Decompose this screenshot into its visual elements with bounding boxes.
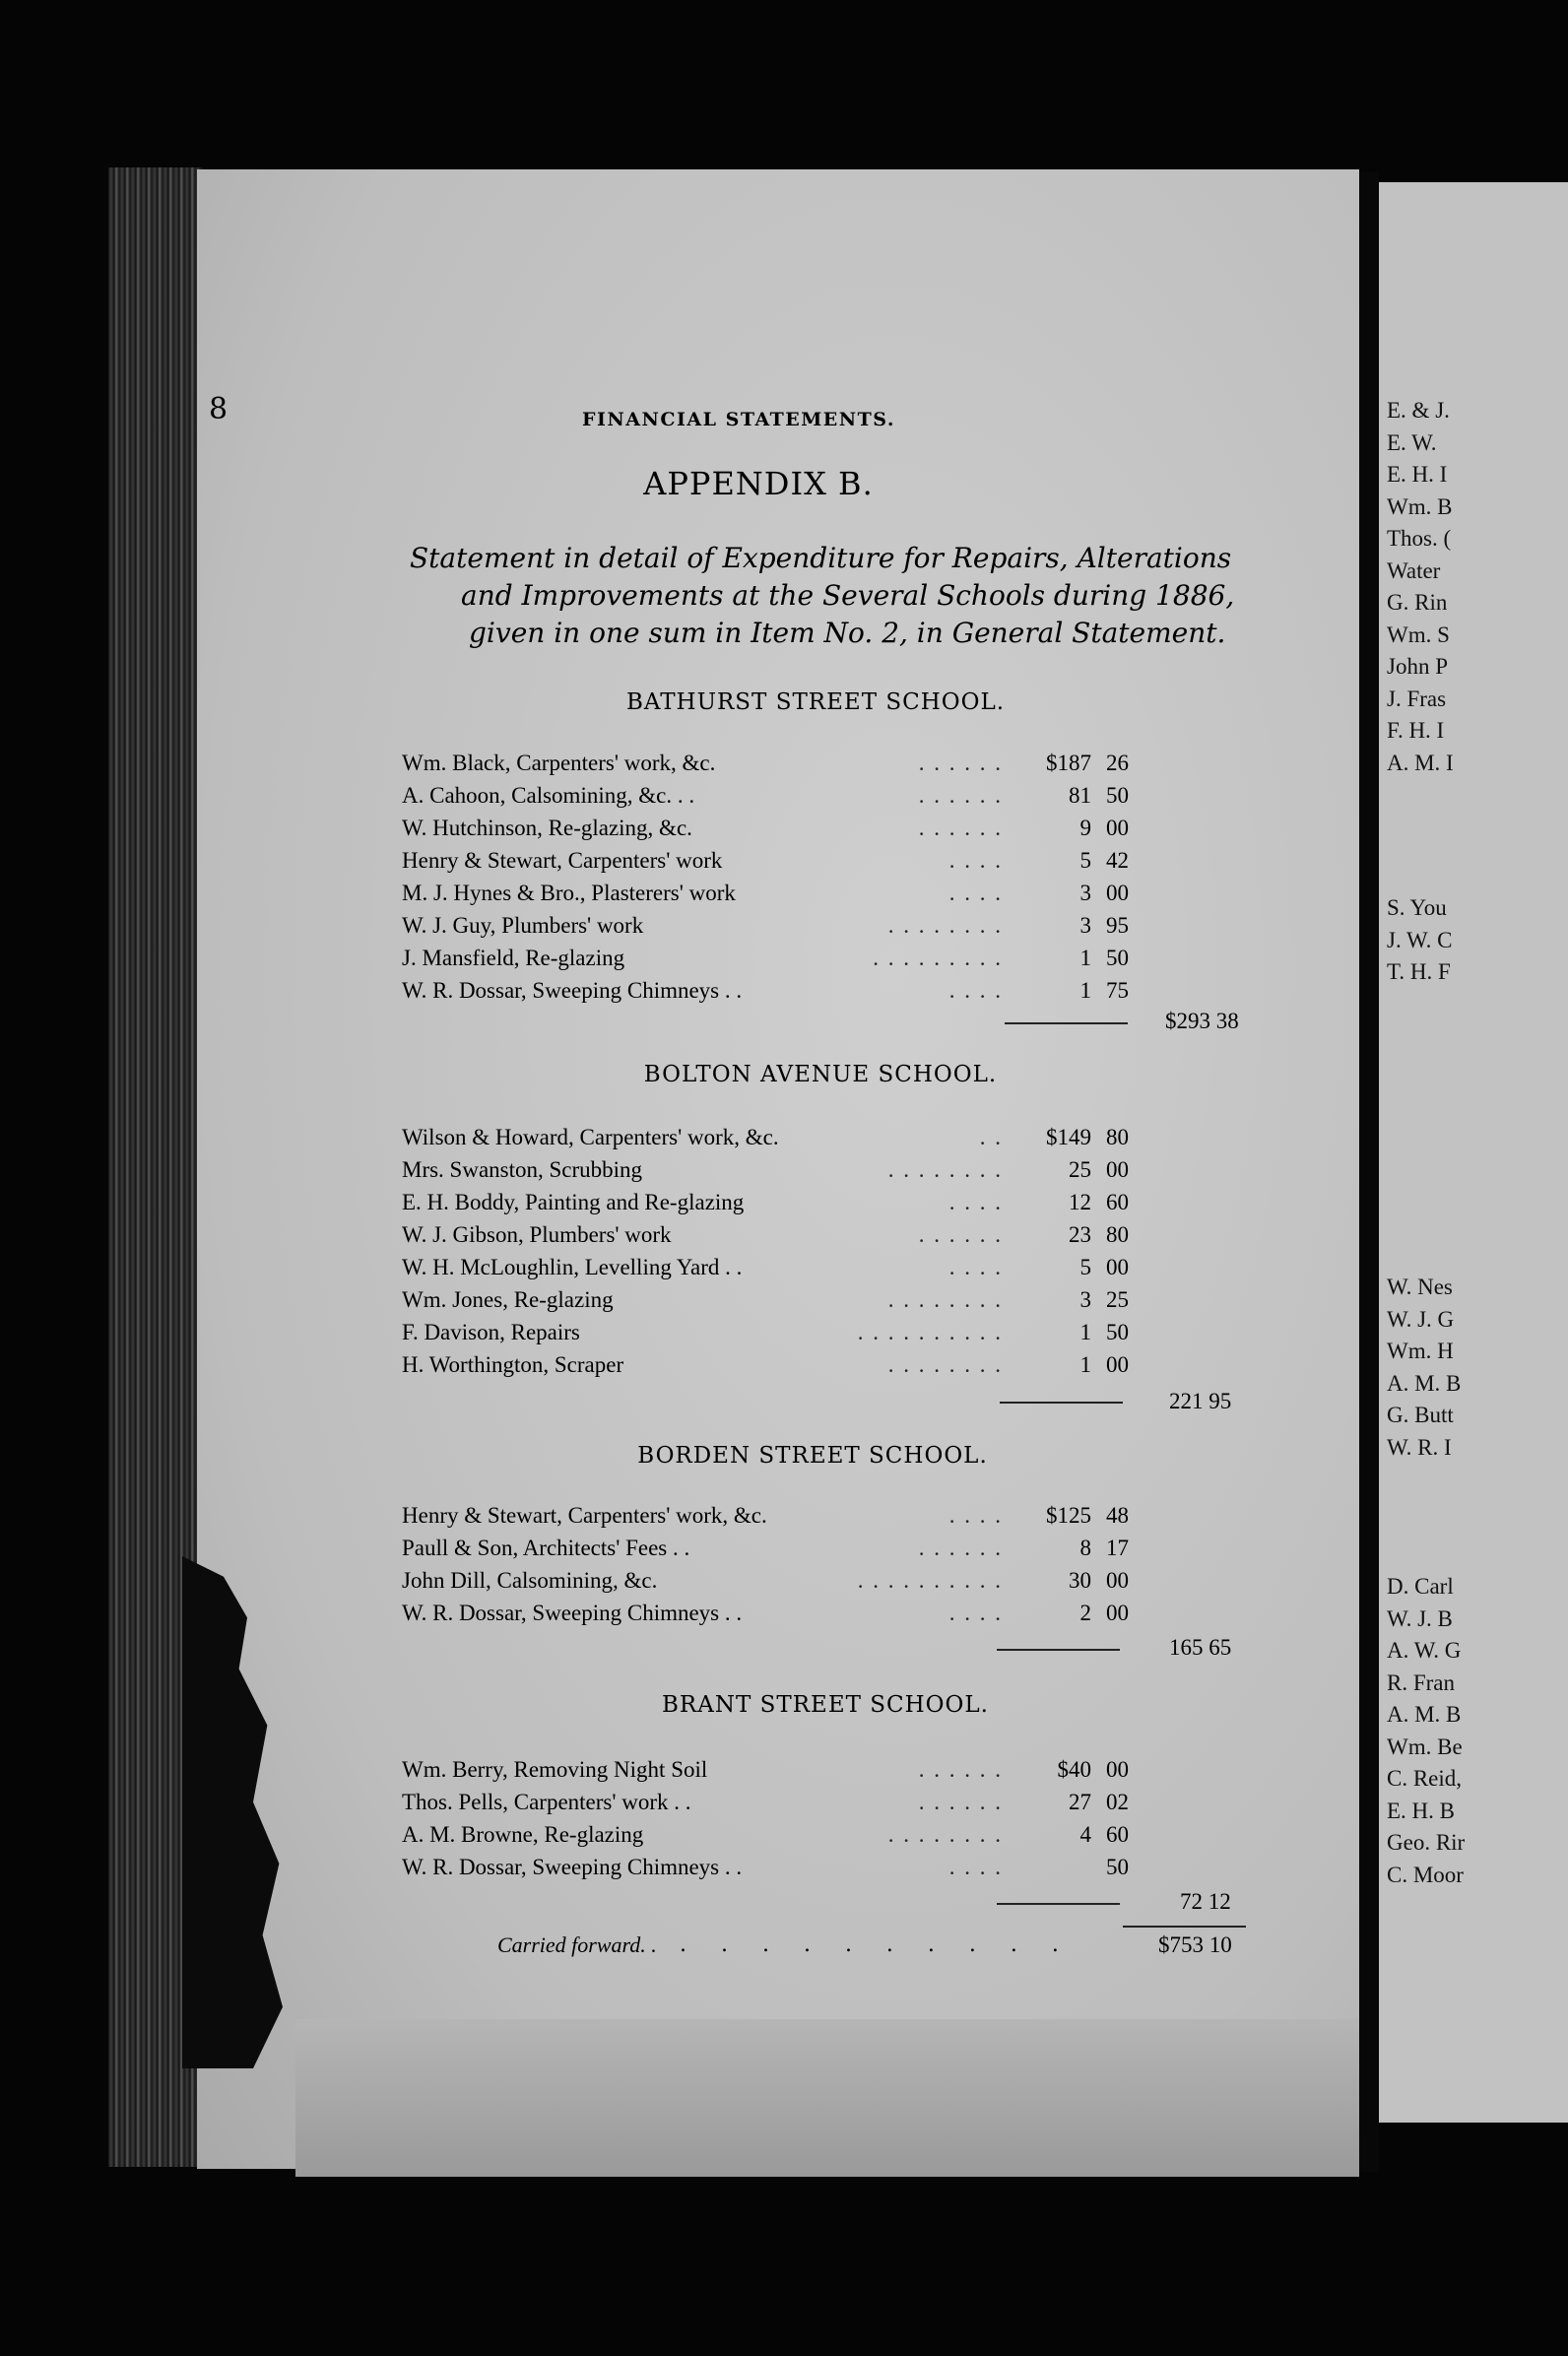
entry-dollars: 2 [1079, 1601, 1091, 1625]
adjacent-page-line: Wm. B [1387, 493, 1453, 519]
subtotal-rule [1005, 1022, 1128, 1024]
ledger-entry [402, 1320, 1278, 1352]
entry-name: Henry & Stewart, Carpenters' work, &c. [402, 1503, 767, 1528]
ledger-entry [402, 783, 1278, 816]
entry-leader: . . . . . . . . . . [857, 1568, 1003, 1593]
adjacent-page-line: C. Moor [1387, 1862, 1464, 1887]
adjacent-page-line: A. M. B [1387, 1702, 1462, 1727]
entry-cents: 60 [1106, 1822, 1129, 1847]
entry-dollars: 3 [1079, 1287, 1091, 1312]
ledger-entry [402, 946, 1278, 978]
page-subtitle [402, 540, 1259, 652]
ledger-entry [402, 1352, 1278, 1385]
subtitle-line: Statement in detail of Expenditure for Repairs, Alterations [410, 542, 1232, 574]
entry-leader: . . . . [948, 881, 1003, 905]
entry-name: Paull & Son, Architects' Fees . . [402, 1536, 690, 1560]
entry-name: W. R. Dossar, Sweeping Chimneys . . [402, 978, 743, 1003]
entry-name: Wm. Jones, Re-glazing [402, 1287, 614, 1312]
adjacent-page-line: E. H. I [1387, 462, 1448, 487]
adjacent-page-line: T. H. F [1387, 959, 1451, 984]
ledger-entry [402, 1157, 1278, 1190]
entry-cents: 02 [1106, 1790, 1129, 1814]
entry-leader: . . . . . . [918, 783, 1003, 808]
entry-leader: . . [979, 1125, 1003, 1149]
adjacent-page-line: Thos. ( [1387, 526, 1452, 551]
section-entries [402, 1757, 1278, 1887]
entry-cents: 50 [1106, 1320, 1129, 1344]
entry-cents: 00 [1106, 1568, 1129, 1593]
subtotal-rule [997, 1649, 1120, 1651]
adjacent-page-line: A. M. B [1387, 1370, 1462, 1396]
entry-leader: . . . . . . . . [887, 1352, 1003, 1377]
entry-leader: . . . . . . [918, 1536, 1003, 1560]
adjacent-page-line: E. H. B [1387, 1798, 1455, 1823]
entry-name: E. H. Boddy, Painting and Re-glazing [402, 1190, 745, 1214]
page-edge [295, 2019, 1359, 2177]
entry-cents: 60 [1106, 1190, 1129, 1214]
adjacent-page-line: D. Carl [1387, 1574, 1454, 1599]
ledger-entry [402, 1503, 1278, 1536]
entry-name: A. M. Browne, Re-glazing [402, 1822, 644, 1847]
entry-dollars: 81 [1069, 783, 1091, 808]
adjacent-page-line: Wm. H [1387, 1339, 1454, 1363]
running-head: FINANCIAL STATEMENTS. [582, 409, 895, 430]
entry-leader: . . . . . . [918, 1222, 1003, 1247]
adjacent-page-line: J. Fras [1387, 686, 1447, 711]
entry-cents: 00 [1106, 1757, 1129, 1782]
entry-dollars: 1 [1079, 1352, 1091, 1377]
entry-dollars: 5 [1079, 848, 1091, 873]
section-total: 72 12 [1180, 1889, 1231, 1914]
entry-cents: 17 [1106, 1536, 1129, 1560]
entry-name: W. H. McLoughlin, Levelling Yard . . [402, 1255, 743, 1279]
entry-cents: 00 [1106, 1601, 1129, 1625]
entry-leader: . . . . [948, 1190, 1003, 1214]
entry-dollars: 4 [1079, 1822, 1091, 1847]
adjacent-page-line: Wm. Be [1387, 1734, 1463, 1759]
ledger-entry [402, 1757, 1278, 1790]
adjacent-page-line: W. J. G [1387, 1306, 1455, 1332]
book-gutter [1359, 172, 1379, 2172]
section-entries [402, 751, 1278, 1011]
entry-leader: . . . . . . . . . . [857, 1320, 1003, 1344]
adjacent-page-line: G. Rin [1387, 590, 1448, 615]
entry-dollars: 8 [1079, 1536, 1091, 1560]
section-total: 165 65 [1169, 1635, 1232, 1660]
adjacent-page-line: W. R. I [1387, 1434, 1452, 1460]
section-heading: BRANT STREET SCHOOL. [662, 1692, 989, 1718]
entry-cents: 80 [1106, 1222, 1129, 1247]
ledger-entry [402, 848, 1278, 881]
entry-leader: . . . . . . [918, 816, 1003, 840]
carried-forward-label: Carried forward. . [497, 1932, 657, 1957]
entry-dollars: 27 [1069, 1790, 1091, 1814]
subtotal-rule [997, 1903, 1120, 1905]
entry-name: M. J. Hynes & Bro., Plasterers' work [402, 881, 736, 905]
carried-forward-amount: $753 10 [1158, 1932, 1232, 1957]
adjacent-page-line: Wm. S [1387, 622, 1450, 647]
ledger-entry [402, 1287, 1278, 1320]
ledger-entry [402, 1822, 1278, 1855]
entry-cents: 50 [1106, 1855, 1129, 1879]
subtitle-line: and Improvements at the Several Schools during 1886, [461, 579, 1235, 612]
adjacent-page [1379, 182, 1568, 2123]
entry-leader: . . . . [948, 1855, 1003, 1879]
adjacent-page-line: E. & J. [1387, 398, 1450, 423]
entry-cents: 00 [1106, 1157, 1129, 1182]
entry-leader: . . . . [948, 1503, 1003, 1528]
adjacent-page-line: W. Nes [1387, 1275, 1453, 1299]
ledger-entry [402, 978, 1278, 1011]
entry-name: Wm. Black, Carpenters' work, &c. [402, 751, 716, 775]
ledger-entry [402, 1790, 1278, 1822]
entry-cents: 00 [1106, 816, 1129, 840]
entry-leader: . . . . [948, 1601, 1003, 1625]
entry-name: Thos. Pells, Carpenters' work . . [402, 1790, 691, 1814]
entry-name: Wm. Berry, Removing Night Soil [402, 1757, 708, 1782]
section-entries [402, 1503, 1278, 1633]
subtitle-line: given in one sum in Item No. 2, in General Statement. [469, 617, 1226, 649]
adjacent-page-line: C. Reid, [1387, 1766, 1463, 1791]
adjacent-page-line: W. J. B [1387, 1605, 1453, 1631]
entry-leader: . . . . . . [918, 751, 1003, 775]
entry-name: W. R. Dossar, Sweeping Chimneys . . [402, 1855, 743, 1879]
adjacent-page-line: J. W. C [1387, 927, 1453, 952]
entry-leader: . . . . . . [918, 1757, 1003, 1782]
entry-leader: . . . . . . . . [887, 913, 1003, 938]
entry-dollars: 1 [1079, 946, 1091, 970]
entry-name: W. R. Dossar, Sweeping Chimneys . . [402, 1601, 743, 1625]
adjacent-page-line: R. Fran [1387, 1669, 1455, 1695]
adjacent-page-line: A. W. G [1387, 1638, 1462, 1663]
entry-leader: . . . . . . . . [887, 1287, 1003, 1312]
entry-leader: . . . . . . . . [887, 1822, 1003, 1847]
section-total: $293 38 [1165, 1009, 1239, 1033]
entry-dollars: 23 [1069, 1222, 1091, 1247]
entry-cents: 75 [1106, 978, 1129, 1003]
section-heading: BORDEN STREET SCHOOL. [637, 1443, 988, 1469]
entry-dollars: $125 [1046, 1503, 1091, 1528]
entry-cents: 80 [1106, 1125, 1129, 1149]
ledger-entry [402, 1855, 1278, 1887]
entry-cents: 00 [1106, 1352, 1129, 1377]
grand-total-rule [1123, 1926, 1246, 1928]
entry-cents: 50 [1106, 946, 1129, 970]
adjacent-page-line: A. M. I [1387, 750, 1454, 775]
entry-cents: 00 [1106, 881, 1129, 905]
ledger-entry [402, 913, 1278, 946]
entry-name: A. Cahoon, Calsomining, &c. . . [402, 783, 695, 808]
adjacent-page-line: E. W. [1387, 429, 1437, 455]
ledger-entry [402, 881, 1278, 913]
entry-dollars: $40 [1057, 1757, 1091, 1782]
ledger-entry [402, 1536, 1278, 1568]
adjacent-page-line: G. Butt [1387, 1403, 1454, 1427]
entry-name: Henry & Stewart, Carpenters' work [402, 848, 723, 873]
section-entries [402, 1125, 1278, 1385]
entry-cents: 48 [1106, 1503, 1129, 1528]
entry-name: John Dill, Calsomining, &c. [402, 1568, 658, 1593]
section-heading: BOLTON AVENUE SCHOOL. [643, 1062, 998, 1087]
entry-name: W. Hutchinson, Re-glazing, &c. [402, 816, 692, 840]
ledger-entry [402, 1222, 1278, 1255]
ledger-entry [402, 1125, 1278, 1157]
entry-name: J. Mansfield, Re-glazing [402, 946, 625, 970]
entry-leader: . . . . [948, 1255, 1003, 1279]
ledger-entry [402, 1601, 1278, 1633]
ledger-entry [402, 1568, 1278, 1601]
entry-dollars: 12 [1069, 1190, 1091, 1214]
subtotal-rule [1000, 1402, 1123, 1404]
entry-dollars: 1 [1079, 978, 1091, 1003]
entry-cents: 26 [1106, 751, 1129, 775]
page-title: APPENDIX B. [643, 465, 874, 502]
entry-leader: . . . . [948, 978, 1003, 1003]
ledger-entry [402, 816, 1278, 848]
entry-dollars: 25 [1069, 1157, 1091, 1182]
entry-leader: . . . . [948, 848, 1003, 873]
entry-leader: . . . . . . . . . [873, 946, 1003, 970]
entry-dollars: 9 [1079, 816, 1091, 840]
section-heading: BATHURST STREET SCHOOL. [625, 689, 1006, 715]
entry-name: Wilson & Howard, Carpenters' work, &c. [402, 1125, 779, 1149]
entry-dollars: 3 [1079, 881, 1091, 905]
entry-cents: 42 [1106, 848, 1129, 873]
carried-forward-leader: . . . . . . . . . . [680, 1932, 1073, 1957]
adjacent-page-line: Geo. Rir [1387, 1830, 1466, 1855]
page-number: 8 [209, 392, 229, 426]
entry-dollars: $149 [1046, 1125, 1091, 1149]
entry-dollars: $187 [1046, 751, 1091, 775]
entry-dollars: 30 [1069, 1568, 1091, 1593]
adjacent-page-line: F. H. I [1387, 718, 1445, 743]
entry-cents: 00 [1106, 1255, 1129, 1279]
entry-name: Mrs. Swanston, Scrubbing [402, 1157, 643, 1182]
ledger-entry [402, 751, 1278, 783]
entry-name: H. Worthington, Scraper [402, 1352, 624, 1377]
adjacent-page-line: Water [1387, 557, 1441, 583]
entry-cents: 95 [1106, 913, 1129, 938]
entry-name: W. J. Gibson, Plumbers' work [402, 1222, 672, 1247]
entry-name: W. J. Guy, Plumbers' work [402, 913, 644, 938]
entry-cents: 25 [1106, 1287, 1129, 1312]
ledger-entry [402, 1255, 1278, 1287]
entry-dollars: 5 [1079, 1255, 1091, 1279]
ledger-entry [402, 1190, 1278, 1222]
entry-leader: . . . . . . [918, 1790, 1003, 1814]
entry-name: F. Davison, Repairs [402, 1320, 580, 1344]
section-total: 221 95 [1169, 1389, 1232, 1413]
entry-dollars: 3 [1079, 913, 1091, 938]
adjacent-page-line: John P [1387, 654, 1448, 679]
adjacent-page-line: S. You [1387, 895, 1447, 920]
entry-cents: 50 [1106, 783, 1129, 808]
entry-leader: . . . . . . . . [887, 1157, 1003, 1182]
entry-dollars: 1 [1079, 1320, 1091, 1344]
